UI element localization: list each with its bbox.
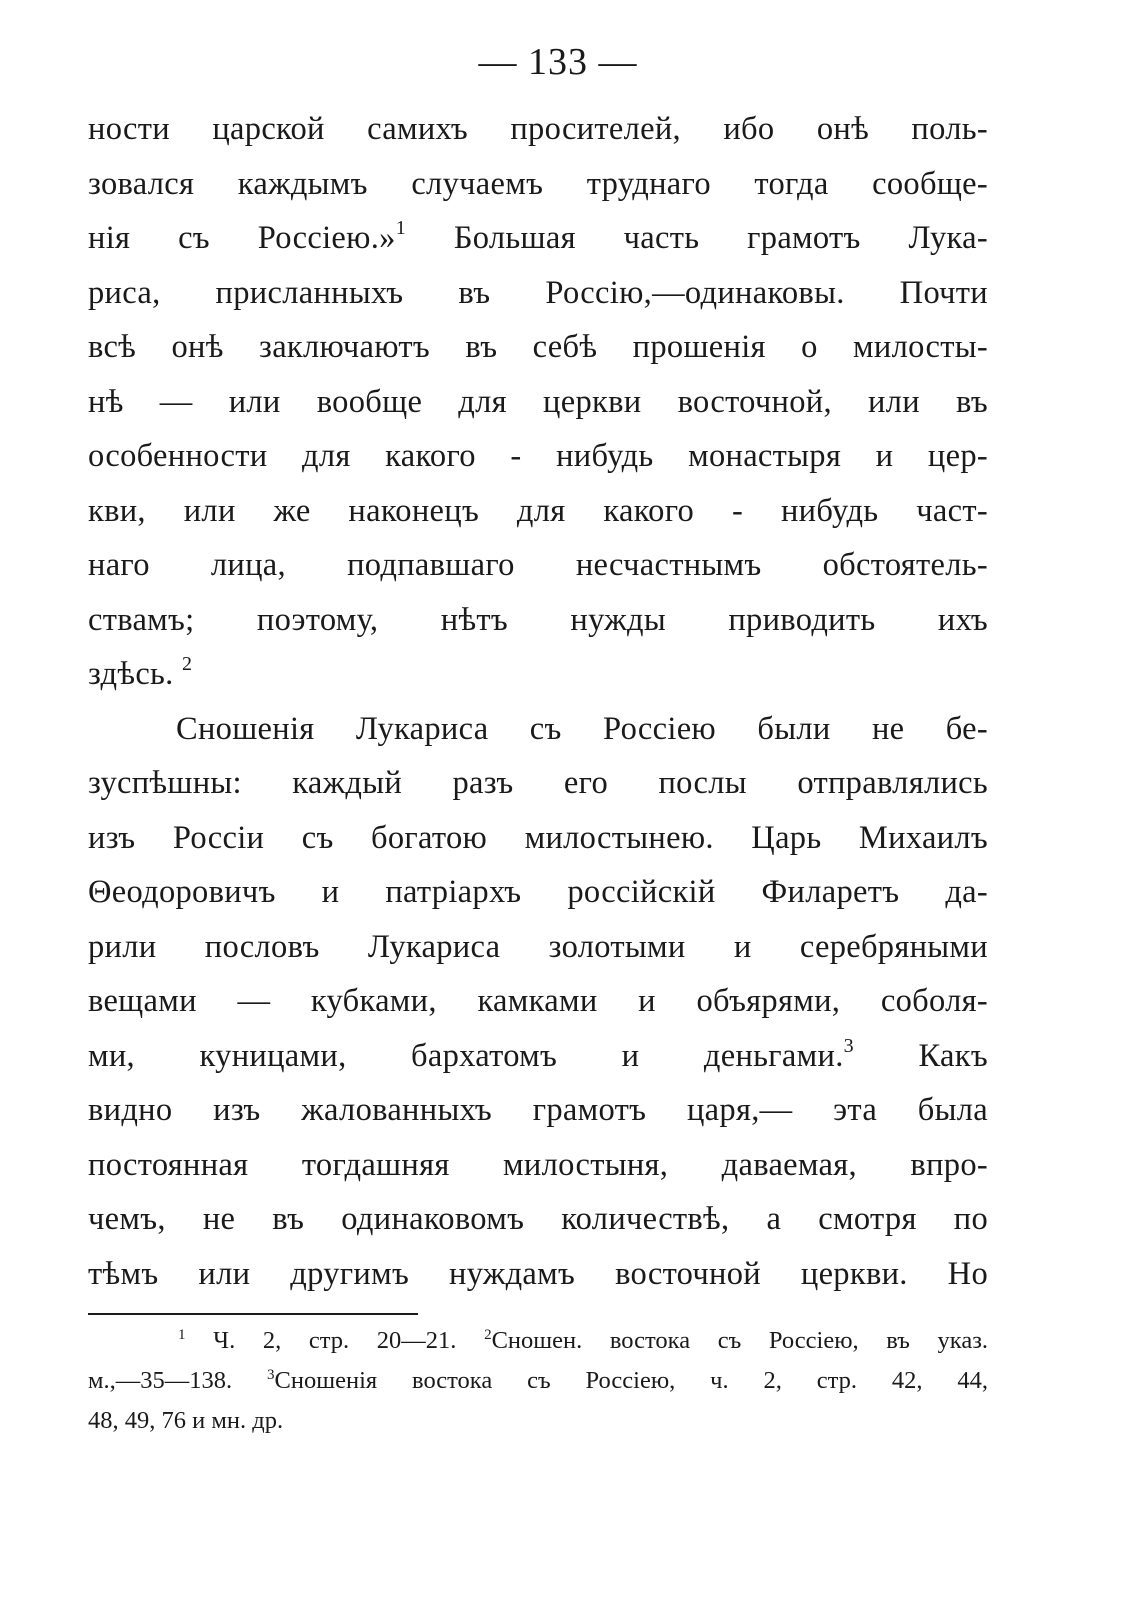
text-line: вещами — кубками, камками и объярями, соболя- [88, 983, 988, 1019]
text-line: тѣмъ или другимъ нуждамъ восточной церкви. Но [88, 1255, 988, 1292]
paragraph-1 [88, 102, 988, 702]
text-line: ми, куницами, бархатомъ и деньгами.$^3$ Какъ [88, 1034, 988, 1074]
footnote-line: м.,—35—138. $^3$Сношенія востока съ Россіею, ч. 2, стр. 42, 44, [88, 1367, 988, 1394]
footnote-line: $^1$ Ч. 2, стр. 20—21. $^2$Сношен. востока съ Россіею, въ указ. [178, 1327, 989, 1354]
text-line: нія съ Россіею.»$^1$ Большая часть грамотъ Лука- [88, 217, 988, 256]
page-number: — 133 — [478, 41, 638, 83]
book-page [88, 40, 988, 1441]
text-line: ности царской самихъ просителей, ибо онѣ поль- [88, 111, 988, 147]
text-line: Сношенія Лукариса съ Россіею были не бе- [176, 710, 988, 747]
footnote-divider [88, 1313, 418, 1315]
text-line: всѣ онѣ заключаютъ въ себѣ прошенія о милосты- [88, 329, 988, 365]
paragraph-2 [88, 702, 988, 1302]
text-line: видно изъ жалованныхъ грамотъ царя,— эта была [88, 1092, 988, 1128]
footnote-ref-1: 1 [395, 217, 406, 239]
text-line: нѣ — или вообще для церкви восточной, или въ [88, 383, 988, 420]
footnote-ref-3: 3 [843, 1034, 854, 1057]
footnote-ref-2: 2 [182, 653, 193, 675]
text-line: кви, или же наконецъ для какого - нибудь част- [88, 492, 988, 529]
footnote-line: 48, 49, 76 и мн. др. [88, 1407, 284, 1434]
text-line: зовался каждымъ случаемъ труднаго тогда сообще- [88, 165, 988, 202]
text-line: рили пословъ Лукариса золотыми и серебряными [88, 928, 988, 965]
text-line: изъ Россіи съ богатою милостынею. Царь Михаилъ [88, 819, 988, 856]
footnotes [88, 1321, 988, 1441]
text-line: особенности для какого - нибудь монастыря и цер- [88, 438, 988, 474]
text-line: Θеодоровичъ и патріархъ россійскій Филаретъ да- [88, 874, 988, 910]
text-line: ствамъ; поэтому, нѣтъ нужды приводить ихъ [88, 601, 988, 638]
text-line: чемъ, не въ одинаковомъ количествѣ, а смотря по [88, 1201, 988, 1237]
text-line: здѣсь. $^2$ [88, 653, 193, 692]
text-line: наго лица, подпавшаго несчастнымъ обстоятель- [88, 547, 988, 583]
text-line: риса, присланныхъ въ Россію,—одинаковы. Почти [88, 274, 988, 311]
text-line: постоянная тогдашняя милостыня, даваемая, впро- [88, 1146, 988, 1183]
text-line: зуспѣшны: каждый разъ его послы отправлялись [88, 765, 988, 801]
